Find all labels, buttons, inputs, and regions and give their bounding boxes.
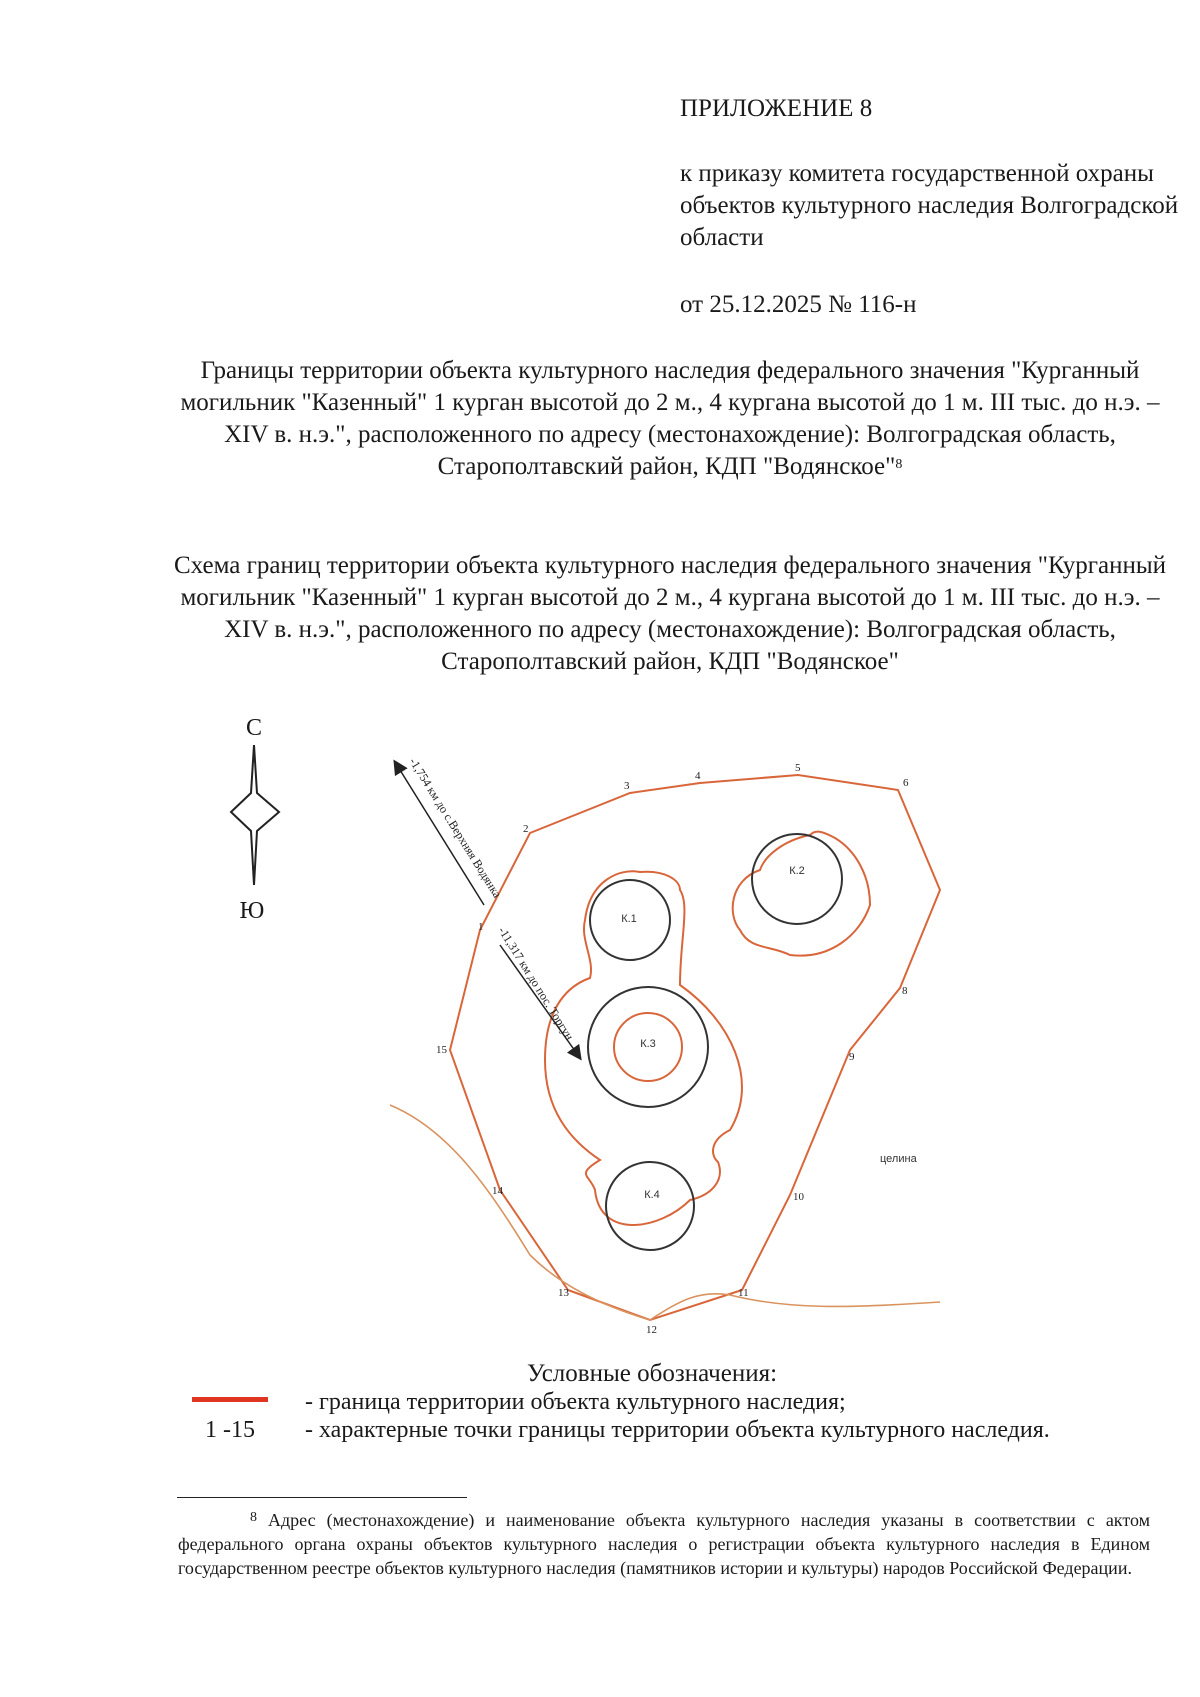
boundary-line (450, 775, 940, 1320)
mound-k4 (606, 1162, 694, 1250)
order-reference: к приказу комитета государственной охраны объектов культурного наследия Волгоградской области (680, 160, 1179, 251)
mound-k3 (588, 987, 708, 1107)
mound-k2-label: К.2 (789, 865, 805, 877)
mound-k1-label: К.1 (621, 913, 637, 925)
legend-boundary-swatch (192, 1397, 268, 1402)
point-label-9: 9 (849, 1051, 855, 1063)
compass-north-label: С (245, 715, 263, 741)
point-label-14: 14 (492, 1185, 503, 1197)
point-label-1: 1 (478, 921, 484, 933)
mound-contours (545, 832, 870, 1225)
point-label-13: 13 (558, 1287, 569, 1299)
footnote (178, 1508, 1150, 1580)
footnote-reference: 8 (895, 457, 903, 472)
land-label: целина (880, 1153, 917, 1165)
document-title-text: Границы территории объекта культурного наследия федерального значения "Курганный могильник "Казенный" 1 курган высотой до 2 м., 4 кургана высотой до 1 м. III тыс. до н.э. – XIV в. н.э.", расположенного по адресу (местонахождение): Волгоградская область, Старополтавский район, КДП "Водянское" (180, 357, 1160, 480)
mound-k2 (752, 834, 842, 924)
road-line (390, 1105, 940, 1320)
legend-points-text: - характерные точки границы территории объекта культурного наследия. (305, 1417, 1050, 1443)
mound-k1 (590, 880, 670, 960)
point-label-2: 2 (523, 823, 529, 835)
point-label-3: 3 (624, 780, 630, 792)
scheme-title: Схема границ территории объекта культурного наследия федерального значения "Курганный могильник "Казенный" 1 курган высотой до 2 м., 4 кургана высотой до 1 м. III тыс. до н.э. – XIV в. н.э.", расположенного по адресу (местонахождение): Волгоградская область, Старополтавский район, КДП "Водянское" (173, 552, 1167, 675)
arrow-1-label: -1,754 км до с.Верхняя Водянка (406, 755, 505, 901)
footnote-text: Адрес (местонахождение) и наименование объекта культурного наследия указаны в соответствии с актом федерального органа охраны объектов культурного наследия о регистрации объекта культурного наследия в Едином государственном реестре объектов культурного наследия (памятников истории и культуры) народов Российской Федерации. (178, 1510, 1150, 1578)
mound-k3-label: К.3 (640, 1038, 656, 1050)
arrow-2-label: -11,317 км до пос. Торгун (495, 924, 577, 1043)
direction-arrow-1 (395, 755, 505, 905)
appendix-heading: ПРИЛОЖЕНИЕ 8 (680, 95, 873, 122)
point-label-12: 12 (646, 1324, 657, 1336)
point-label-8: 8 (902, 985, 908, 997)
compass-icon (231, 745, 279, 885)
order-date: от 25.12.2025 № 116-н (680, 291, 917, 318)
mound-k4-label: К.4 (644, 1189, 660, 1201)
point-label-4: 4 (695, 770, 701, 782)
footnote-mark: 8 (250, 1510, 257, 1525)
legend-points-key: 1 -15 (205, 1417, 255, 1443)
legend-boundary-text: - граница территории объекта культурного наследия; (305, 1389, 846, 1415)
point-label-10: 10 (793, 1191, 804, 1203)
legend-title: Условные обозначения: (527, 1360, 778, 1387)
footnote-separator (177, 1497, 467, 1498)
compass-south-label: Ю (239, 898, 265, 924)
point-label-11: 11 (738, 1287, 749, 1299)
point-label-15: 15 (436, 1044, 447, 1056)
point-label-6: 6 (903, 777, 909, 789)
point-label-5: 5 (795, 762, 801, 774)
